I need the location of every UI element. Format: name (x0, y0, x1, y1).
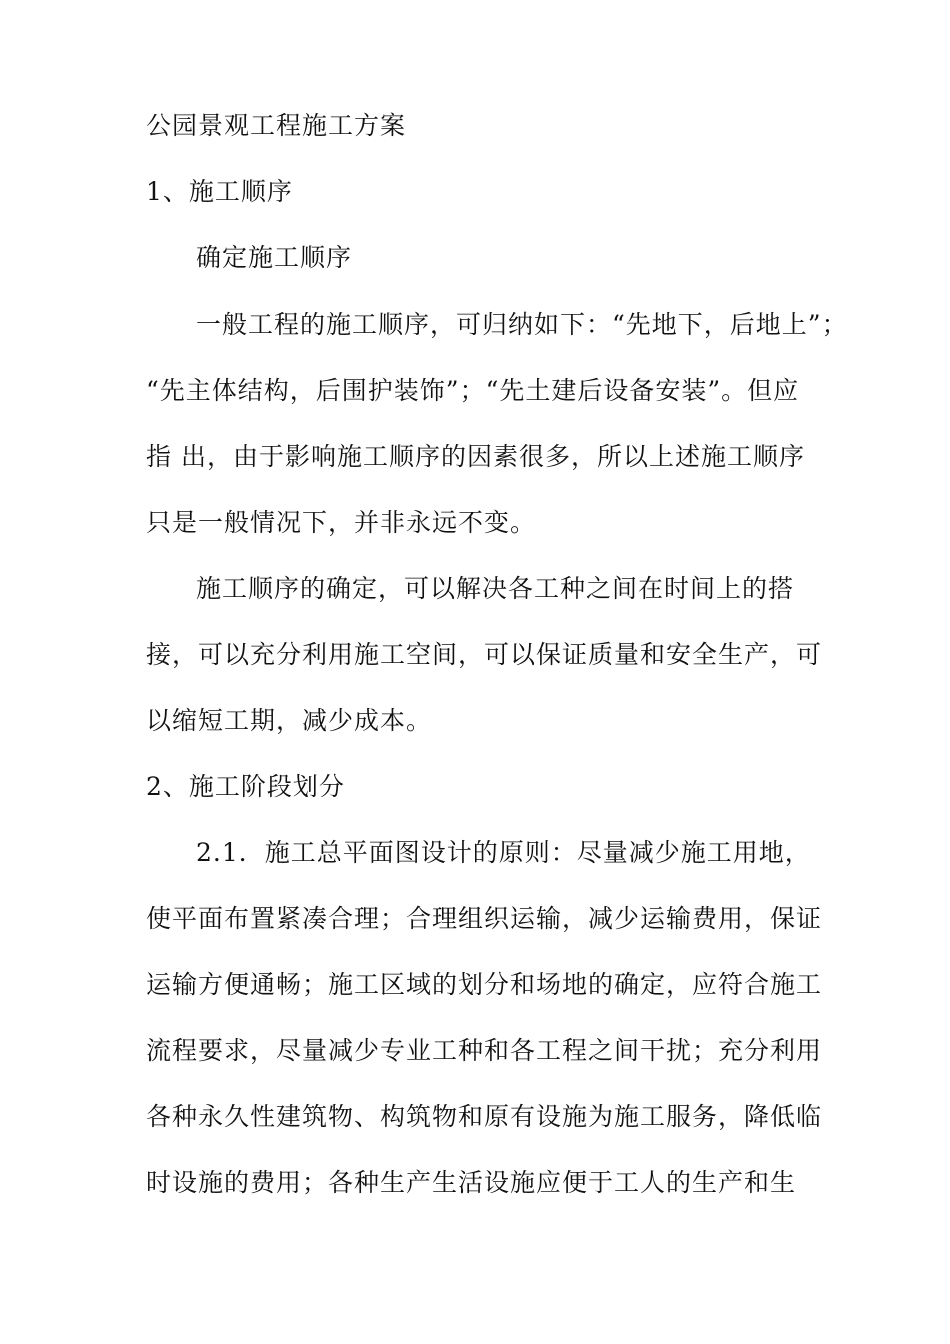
subheading: 确定施工顺序 (196, 243, 353, 272)
paragraph-line: 以缩短工期，减少成本。 (146, 706, 433, 735)
paragraph-line: 流程要求，尽量减少专业工种和各工程之间干扰；充分利用 (146, 1036, 823, 1065)
paragraph-line: 使平面布置紧凑合理；合理组织运输，减少运输费用，保证 (146, 904, 823, 933)
paragraph-line: 2.1．施工总平面图设计的原则：尽量减少施工用地， (196, 838, 811, 867)
paragraph-line: 各种永久性建筑物、构筑物和原有设施为施工服务，降低临 (146, 1102, 823, 1131)
document-title: 公园景观工程施工方案 (146, 111, 407, 140)
paragraph-line: 指 出，由于影响施工顺序的因素很多，所以上述施工顺序 (146, 442, 805, 471)
section-heading-1: 1、施工顺序 (146, 177, 293, 206)
section-heading-2: 2、施工阶段划分 (146, 772, 345, 801)
paragraph-line: “先主体结构，后围护装饰”；“先土建后设备安装”。但应 (146, 376, 800, 405)
paragraph-line: 一般工程的施工顺序，可归纳如下：“先地下，后地上”； (196, 310, 848, 339)
paragraph-line: 运输方便通畅；施工区域的划分和场地的确定，应符合施工 (146, 970, 823, 999)
paragraph-line: 时设施的费用；各种生产生活设施应便于工人的生产和生 (146, 1168, 797, 1197)
paragraph-line: 施工顺序的确定，可以解决各工种之间在时间上的搭 (196, 574, 795, 603)
paragraph-line: 只是一般情况下，并非永远不变。 (146, 508, 537, 537)
paragraph-line: 接，可以充分利用施工空间，可以保证质量和安全生产，可 (146, 640, 823, 669)
